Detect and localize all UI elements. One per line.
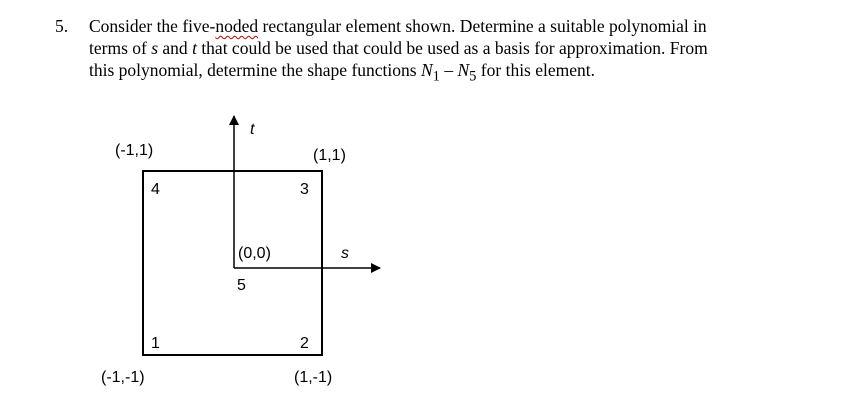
node-label-5: 5 <box>237 277 246 294</box>
problem-number: 5. <box>55 16 69 36</box>
subscript-last: 5 <box>469 68 477 85</box>
node-label-3: 3 <box>300 181 309 198</box>
text-segment: for this element. <box>476 60 595 80</box>
variable-s: s <box>151 38 159 58</box>
node-label-1: 1 <box>151 335 160 352</box>
corner-label-top-right: (1,1) <box>313 147 346 164</box>
text-segment: this polynomial, determine the shape functions <box>89 60 421 80</box>
text-segment: Consider the five- <box>89 16 216 36</box>
subscript-first: 1 <box>432 68 440 85</box>
corner-label-top-left: (-1,1) <box>115 142 154 159</box>
text-segment: – <box>439 60 458 80</box>
origin-label: (0,0) <box>238 245 271 262</box>
node-label-4: 4 <box>151 181 160 198</box>
corner-label-bottom-right: (1,-1) <box>294 369 333 386</box>
spellcheck-flagged-word: noded <box>215 16 259 36</box>
text-segment: terms of <box>89 38 152 58</box>
element-boundary <box>143 171 322 355</box>
shape-function-last: N <box>457 60 470 80</box>
s-axis-label: s <box>341 245 349 262</box>
t-axis-label: t <box>250 121 255 138</box>
node-label-2: 2 <box>300 335 309 352</box>
text-segment: that could be used that could be used as a basis for approximation. From <box>196 38 708 58</box>
variable-t: t <box>192 38 197 58</box>
shape-function-first: N <box>420 60 433 80</box>
corner-label-bottom-left: (-1,-1) <box>101 369 145 386</box>
text-segment: and <box>158 38 193 58</box>
text-segment: rectangular element shown. Determine a suitable polynomial in <box>258 16 707 36</box>
